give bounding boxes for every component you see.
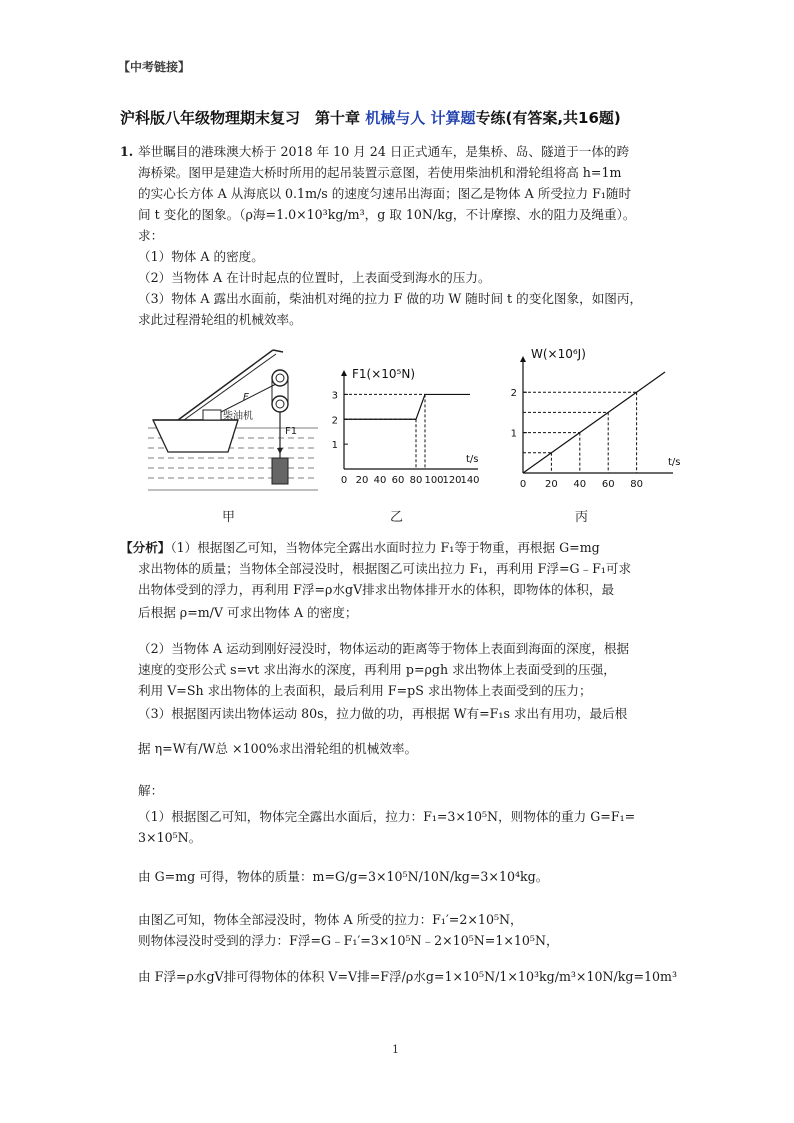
sub-question: （2）当物体 A 在计时起点的位置时，上表面受到海水的压力。 [138,270,491,285]
question-line: 间 t 变化的图象。（ρ海=1.0×10³kg/m³，g 取 10N/kg，不计摩擦、水的阻力及绳重）。 [138,207,636,222]
x-tick-label: 40 [373,475,387,486]
moving-pulley [272,396,288,412]
analysis-line: 后根据 ρ=m/V 可求出物体 A 的密度； [138,605,358,620]
force-arrow [277,448,283,454]
x-tick-label: 60 [391,475,405,486]
analysis-line: 据 η=W有/W总 ×100%求出滑轮组的机械效率。 [138,741,418,756]
chart-work-time [505,340,690,492]
sub-question: 求此过程滑轮组的机械效率。 [138,312,302,327]
solution-line: 由图乙可知，物体全部浸没时，物体 A 所受的拉力：F₁′=2×10⁵N， [138,912,523,927]
x-tick-label: 40 [573,479,587,490]
chart-yi-xlabel: t/s [466,454,479,465]
chart-bing-xlabel: t/s [668,457,681,468]
x-tick-label: 80 [409,475,423,486]
solution-line: 由 F浮=ρ水gV排可得物体的体积 V=V排=F浮/ρ水g=1×10⁵N/1×10³kg/m³×10N/kg=10m³ [138,969,678,984]
question-line: 的实心长方体 A 从海底以 0.1m/s 的速度匀速吊出海面；图乙是物体 A 所受拉力 F₁随时 [138,186,632,201]
analysis-line: 求出物体的质量；当物体全部浸没时，根据图乙可读出拉力 F₁，再利用 F浮=G﹣F₁可求 [138,561,632,576]
analysis-line: 【分析】（1）根据图乙可知，当物体完全露出水面时拉力 F₁等于物重，再根据 G=mg [120,540,600,555]
y-tick-label: 1 [510,428,517,440]
title-part3: 专练(有答案,共16题) [475,109,621,127]
x-tick-label: 0 [340,475,348,486]
block-A [272,458,288,484]
boat-hull [153,420,238,452]
solution-line: 由 G=mg 可得，物体的质量：m=G/g=3×10⁵N/10N/kg=3×10⁴kg。 [138,869,549,884]
sub-question: （3）物体 A 露出水面前，柴油机对绳的拉力 F 做的功 W 随时间 t 的变化图象，如图丙， [138,291,643,306]
y-tick-label: 3 [331,390,338,402]
chart-yi-ylabel: F1(×10⁵N) [352,367,416,381]
page-title [120,107,690,128]
series-line [344,394,470,419]
label-F: F [243,392,249,403]
caption-jia: 甲 [222,510,236,525]
x-tick-label: 140 [460,475,480,486]
caption-yi: 乙 [390,510,404,525]
x-tick-label: 20 [545,479,558,490]
analysis-line: 速度的变形公式 s=vt 求出海水的深度，再利用 p=ρgh 求出物体上表面受到的压强， [138,662,616,677]
page-number: 1 [392,1043,399,1056]
question-number: 1. [120,144,134,159]
caption-bing: 丙 [575,510,589,525]
engine-box [203,410,221,420]
fixed-pulley [272,370,288,386]
x-tick-label: 100 [424,475,444,486]
solution-line: 则物体浸没时受到的浮力：F浮=G﹣F₁′=3×10⁵N﹣2×10⁵N=1×10⁵N， [138,933,559,948]
question-line: 举世瞩目的港珠澳大桥于 2018 年 10 月 24 日正式通车，是集桥、岛、隧道于一体的跨 [138,144,630,159]
x-tick-label: 120 [442,475,462,486]
analysis-line: （3）根据图丙读出物体运动 80s，拉力做的功，再根据 W有=F₁s 求出有用功，最后根 [138,706,628,721]
y-tick-label: 1 [331,440,338,452]
analysis-line: 出物体受到的浮力，再利用 F浮=ρ水gV排求出物体排开水的体积，即物体的体积，最 [138,582,615,597]
y-tick-label: 2 [510,388,517,400]
y-axis-arrow [341,370,347,376]
chart-force-time [330,352,495,492]
y-tick-label: 2 [331,415,338,427]
analysis-line: （2）当物体 A 运动到刚好浸没时，物体运动的距离等于物体上表面到海面的深度，根据 [138,641,630,656]
chart-bing-ylabel: W(×10⁶J) [531,347,586,361]
header-tag: 【中考链接】 [118,60,191,74]
y-axis-arrow [520,356,526,362]
x-tick-label: 80 [630,479,643,490]
x-tick-label: 20 [355,475,369,486]
series-line [523,372,665,473]
solution-line: （1）根据图乙可知，物体完全露出水面后，拉力：F₁=3×10⁵N，则物体的重力 G=F₁= [138,809,636,824]
question-line: 海桥梁。图甲是建造大桥时所用的起吊装置示意图，若使用柴油机和滑轮组将高 h=1m [138,165,622,180]
question-line: 求： [138,228,164,243]
sub-question: （1）物体 A 的密度。 [138,249,264,264]
crane-diagram [148,340,318,495]
x-tick-label: 60 [601,479,615,490]
engine-label: 柴油机 [223,411,253,422]
x-tick-label: 0 [519,479,527,490]
title-highlight: 机械与人 计算题 [365,109,476,127]
solution-line: 3×10⁵N。 [138,830,202,845]
analysis-label: 【分析】 [120,540,171,555]
label-F1: F1 [285,426,298,437]
solution-label: 解： [138,783,164,798]
analysis-line: 利用 V=Sh 求出物体的上表面积，最后利用 F=pS 求出物体上表面受到的压力； [138,683,592,698]
title-part1: 沪科版八年级物理期末复习 第十章 [120,109,366,127]
